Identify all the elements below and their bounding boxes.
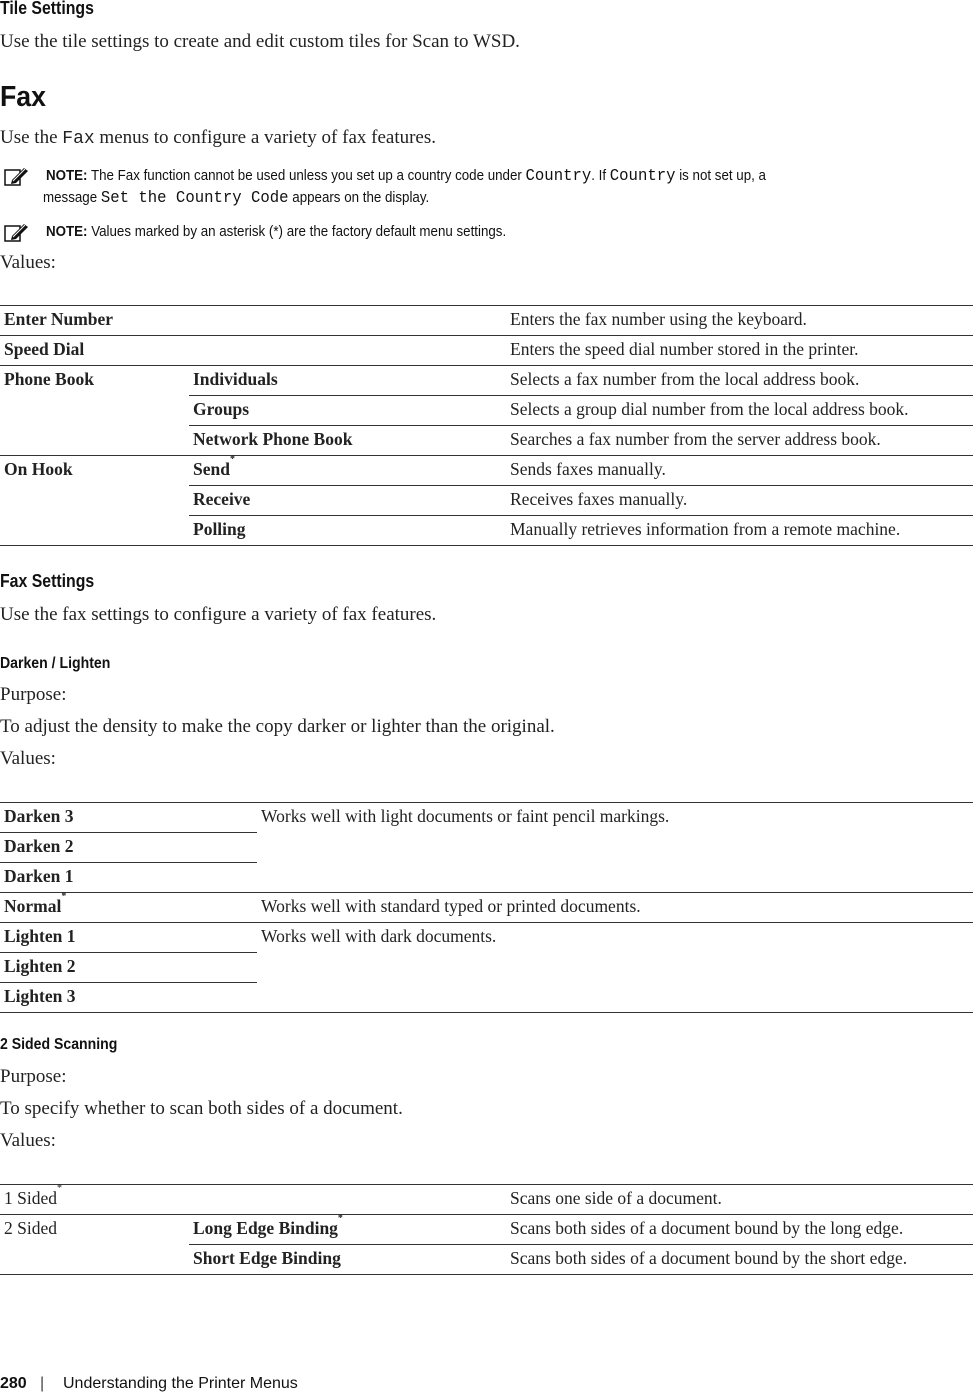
table-cell: Phone Book <box>0 366 189 456</box>
table-cell: Selects a fax number from the local address book. <box>506 366 973 396</box>
table-cell: Searches a fax number from the server address book. <box>506 426 973 456</box>
table-cell: Receives faxes manually. <box>506 486 973 516</box>
table-row <box>0 1185 973 1215</box>
fax-values-label: Values: <box>0 252 56 273</box>
table-cell: Manually retrieves information from a remote machine. <box>506 516 973 546</box>
table-row <box>0 1215 973 1245</box>
fax-menu-code: Fax <box>62 129 95 149</box>
table-cell: Works well with dark documents. <box>257 923 973 1013</box>
darken-values-table <box>0 802 973 1013</box>
fax-settings-text: Use the fax settings to configure a variety of fax features. <box>0 604 437 625</box>
table-cell: Darken 2 <box>0 833 257 863</box>
two-sided-values-table <box>0 1184 973 1275</box>
table-cell <box>189 1185 506 1215</box>
table-cell <box>189 306 506 336</box>
fax-settings-heading: Fax Settings <box>0 571 95 591</box>
table-cell: Works well with standard typed or printed documents. <box>257 893 973 923</box>
table-cell: Scans both sides of a document bound by the long edge. <box>506 1215 973 1245</box>
darken-values-label: Values: <box>0 748 56 769</box>
table-cell: Darken 3 <box>0 803 257 833</box>
table-cell: Send* <box>189 456 506 486</box>
fax-heading: Fax <box>0 81 46 113</box>
table-cell: Receive <box>189 486 506 516</box>
footer-title: Understanding the Printer Menus <box>63 1375 298 1392</box>
tile-settings-heading: Tile Settings <box>0 0 94 18</box>
table-cell: Polling <box>189 516 506 546</box>
two-sided-purpose-text: To specify whether to scan both sides of a document. <box>0 1098 403 1119</box>
table-row <box>0 893 973 923</box>
darken-purpose-label: Purpose: <box>0 684 67 705</box>
table-cell: Lighten 3 <box>0 983 257 1013</box>
two-sided-scanning-heading: 2 Sided Scanning <box>0 1036 118 1053</box>
table-row <box>0 336 973 366</box>
note-country-code: NOTE: The Fax function cannot be used unless you set up a country code under Country. If Country is not set up, a <box>46 167 766 186</box>
table-cell: Network Phone Book <box>189 426 506 456</box>
table-cell: 2 Sided <box>0 1215 189 1275</box>
table-cell: Enters the fax number using the keyboard. <box>506 306 973 336</box>
table-cell: Individuals <box>189 366 506 396</box>
table-cell: Selects a group dial number from the local address book. <box>506 396 973 426</box>
fax-values-table <box>0 305 973 546</box>
table-cell: Lighten 1 <box>0 923 257 953</box>
page-number: 280 <box>0 1375 27 1392</box>
note-country-code-cont: message Set the Country Code appears on the display. <box>43 189 430 208</box>
table-row <box>0 366 973 396</box>
table-row <box>0 456 973 486</box>
fax-intro: Use the Fax menus to configure a variety of fax features. <box>0 127 437 149</box>
footer-separator: | <box>40 1375 45 1392</box>
table-cell: On Hook <box>0 456 189 546</box>
note-asterisk-default: NOTE: Values marked by an asterisk (*) are the factory default menu settings. <box>46 224 507 240</box>
table-cell: 1 Sided* <box>0 1185 189 1215</box>
table-cell: Sends faxes manually. <box>506 456 973 486</box>
note-pencil-icon <box>4 222 30 242</box>
table-cell: Normal* <box>0 893 257 923</box>
table-cell: Scans one side of a document. <box>506 1185 973 1215</box>
darken-lighten-heading: Darken / Lighten <box>0 655 111 672</box>
two-sided-values-label: Values: <box>0 1130 56 1151</box>
table-cell <box>189 336 506 366</box>
table-cell: Groups <box>189 396 506 426</box>
tile-settings-text: Use the tile settings to create and edit custom tiles for Scan to WSD. <box>0 31 520 52</box>
table-cell: Enter Number <box>0 306 189 336</box>
table-cell: Short Edge Binding <box>189 1245 506 1275</box>
table-row <box>0 306 973 336</box>
table-cell: Darken 1 <box>0 863 257 893</box>
darken-purpose-text: To adjust the density to make the copy darker or lighter than the original. <box>0 716 555 737</box>
table-cell: Lighten 2 <box>0 953 257 983</box>
table-row <box>0 803 973 833</box>
two-sided-purpose-label: Purpose: <box>0 1066 67 1087</box>
table-cell: Enters the speed dial number stored in the printer. <box>506 336 973 366</box>
table-cell: Speed Dial <box>0 336 189 366</box>
table-cell: Long Edge Binding* <box>189 1215 506 1245</box>
note-pencil-icon <box>4 166 30 186</box>
table-row <box>0 923 973 953</box>
table-cell: Works well with light documents or faint pencil markings. <box>257 803 973 893</box>
table-cell: Scans both sides of a document bound by the short edge. <box>506 1245 973 1275</box>
